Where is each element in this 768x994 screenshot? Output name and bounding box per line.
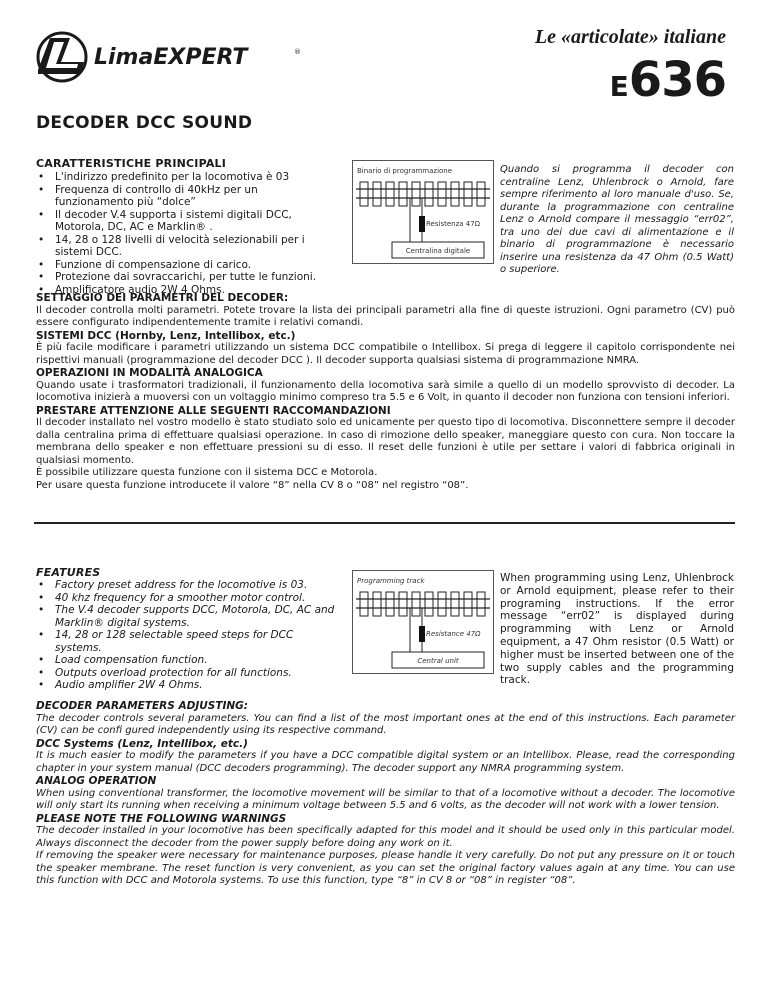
diagram-track-label: Binario di programmazione xyxy=(357,167,453,175)
list-item: • Factory preset address for the locomotive is 03. xyxy=(36,579,336,592)
diagram-unit-label: Centralina digitale xyxy=(405,247,471,255)
section-text: Quando usate i trasformatori tradizionali, il funzionamento della locomotiva sarà simile a quello di un modello sprovvisto di decoder. La locomotiva inizierà a muoversi con un voltaggio minimo compreso tra 5.5 e 6 Volt, in quanto il decoder non funziona con tensioni inferiori. xyxy=(36,379,735,403)
section-text: Per usare questa funzione introducete il valore “8” nella CV 8 o “08” nel registro “08”. xyxy=(36,479,469,491)
list-item: • L'indirizzo predefinito per la locomotiva è 03 xyxy=(36,171,336,184)
en-programming-note: When programming using Lenz, Uhlenbrock or Arnold equipment, please refer to their programing instructions. If the error message “err02” is displayed during programming with Lenz or Arnold equipment, a 47 Ohm resistor (0.5 Watt) or higher must be inserted between one of the two supply cables and the programming track. xyxy=(500,572,734,687)
en-programming-track-diagram xyxy=(352,570,494,674)
diagram-resistor-label: Resistenza 47Ω xyxy=(426,220,481,228)
list-item: • Outputs overload protection for all functions. xyxy=(36,667,336,680)
diagram-track-label: Programming track xyxy=(357,577,425,585)
section-heading: ANALOG OPERATION xyxy=(36,775,157,787)
section-text: È più facile modificare i parametri utilizzando un sistema DCC compatibile o Intellibox. Si prega di leggere il capitolo corrispondente nei rispettivi manuali (programmazione del decoder DCC ). Il decoder supporta qualsiasi sistema di programmazione NMRA. xyxy=(36,342,735,366)
it-programming-note: Quando si programma il decoder con centraline Lenz, Uhlenbrock o Arnold, fare sempre riferimento al loro manuale d'uso. Se, durante la programmazione con centraline Lenz o Arnold compare il messaggio “err02”, tra uno dei due cavi di alimentazione e il binario di programmazione è necessario inserire una resistenza da 47 Ohm (0.5 Watt) o superiore. xyxy=(500,164,734,275)
diagram-resistor-label: Resistance 47Ω xyxy=(426,630,481,638)
section-text: Il decoder installato nel vostro modello è stato studiato solo ed unicamente per questo tipo di locomotiva. Disconnettere sempre il decoder dalla centralina prima di effettuare qualsiasi operazione. In caso di rimozione dello speaker, maneggiare questo con cura. Non toccare la membrana dello speaker e non effettuare pressioni su di esso. Il reset delle funzioni è utile per settare i valori di fabbrica originali in qualsiasi momento. xyxy=(36,417,735,466)
model-prefix: E xyxy=(609,70,629,103)
section-text: The decoder installed in your locomotive has been specifically adapted for this model and it should be used only in this particular model. Always disconnect the decoder from the power supply before doing any work on it. xyxy=(36,825,735,849)
svg-text:®: ® xyxy=(294,48,301,56)
list-item: • Audio amplifier 2W 4 Ohms. xyxy=(36,679,336,692)
list-item: • Amplificatore audio 2W 4 Ohms. xyxy=(36,284,336,297)
list-item: • 14, 28 or 128 selectable speed steps for DCC systems. xyxy=(36,629,336,654)
it-sections xyxy=(36,292,735,492)
it-programming-track-diagram xyxy=(352,160,494,264)
model-number: 636 xyxy=(628,52,726,108)
list-item: • The V.4 decoder supports DCC, Motorola, DC, AC and Marklin® digital systems. xyxy=(36,604,336,629)
en-sections xyxy=(36,700,735,888)
list-item: • Il decoder V.4 supporta i sistemi digitali DCC, Motorola, DC, AC e Marklin® . xyxy=(36,209,336,234)
model-code xyxy=(610,52,726,108)
list-item: • Load compensation function. xyxy=(36,654,336,667)
language-divider xyxy=(34,522,735,524)
it-features-list xyxy=(36,171,336,296)
list-item: • Frequenza di controllo di 40kHz per un funzionamento più “dolce” xyxy=(36,184,336,209)
lima-logo-mark xyxy=(38,33,86,81)
section-text: È possibile utilizzare questa funzione con il sistema DCC e Motorola. xyxy=(36,467,378,478)
section-heading: PRESTARE ATTENZIONE ALLE SEGUENTI RACCOMANDAZIONI xyxy=(36,404,391,417)
section-heading: SETTAGGIO DEI PARAMETRI DEL DECODER: xyxy=(36,292,289,304)
section-text: Il decoder controlla molti parametri. Potete trovare la lista dei principali parametri alla fine di queste istruzioni. Ogni parametro (CV) può essere configurato indipendentemente tramite i relativi comandi. xyxy=(36,304,735,328)
it-features-heading: CARATTERISTICHE PRINCIPALI xyxy=(36,157,227,170)
list-item: • Protezione dai sovraccarichi, per tutte le funzioni. xyxy=(36,271,336,284)
list-item: • 14, 28 o 128 livelli di velocità selezionabili per i sistemi DCC. xyxy=(36,234,336,259)
section-heading: OPERAZIONI IN MODALITÀ ANALOGICA xyxy=(36,367,263,379)
en-features-list xyxy=(36,579,336,692)
section-text: When using conventional transformer, the locomotive movement will be similar to that of a locomotive without a decoder. The locomotive will only start its running when receiving a minimum voltage between 5.5 and 6 volts, as the decoder will not work with a lower tension. xyxy=(36,787,735,811)
page-title: DECODER DCC SOUND xyxy=(36,113,253,133)
section-heading: PLEASE NOTE THE FOLLOWING WARNINGS xyxy=(36,812,287,825)
logo-text: LimaEXPERT xyxy=(94,45,248,70)
list-item: • 40 khz frequency for a smoother motor control. xyxy=(36,592,336,605)
section-heading: SISTEMI DCC (Hornby, Lenz, Intellibox, etc.) xyxy=(36,329,296,342)
section-heading: DCC Systems (Lenz, Intellibox, etc.) xyxy=(36,737,248,750)
lima-expert-logo xyxy=(34,30,304,84)
series-subtitle: Le «articolate» italiane xyxy=(534,26,726,48)
section-text: The decoder controls several parameters. You can find a list of the most important ones at the end of this instructions. Each parameter (CV) can be confi gured independently using its respective command. xyxy=(36,712,735,736)
diagram-unit-label: Central unit xyxy=(417,657,459,665)
section-text: It is much easier to modify the parameters if you have a DCC compatible digital system or an Intellibox. Please, read the corresponding chapter in your system manual (DCC decoders programming). The decoder support any NMRA programming system. xyxy=(36,750,735,774)
section-text: If removing the speaker were necessary for maintenance purposes, please handle it very carefully. Do not put any pressure on it or touch the speaker membrane. The reset function is very convenient, as you can set the original factory values again at any time. You can use this function with DCC and Motorola systems. To use this function, type “8” in CV 8 or “08” in register “08”. xyxy=(36,850,735,886)
list-item: • Funzione di compensazione di carico. xyxy=(36,259,336,272)
en-features-heading: FEATURES xyxy=(36,566,101,579)
section-heading: DECODER PARAMETERS ADJUSTING: xyxy=(36,700,248,712)
